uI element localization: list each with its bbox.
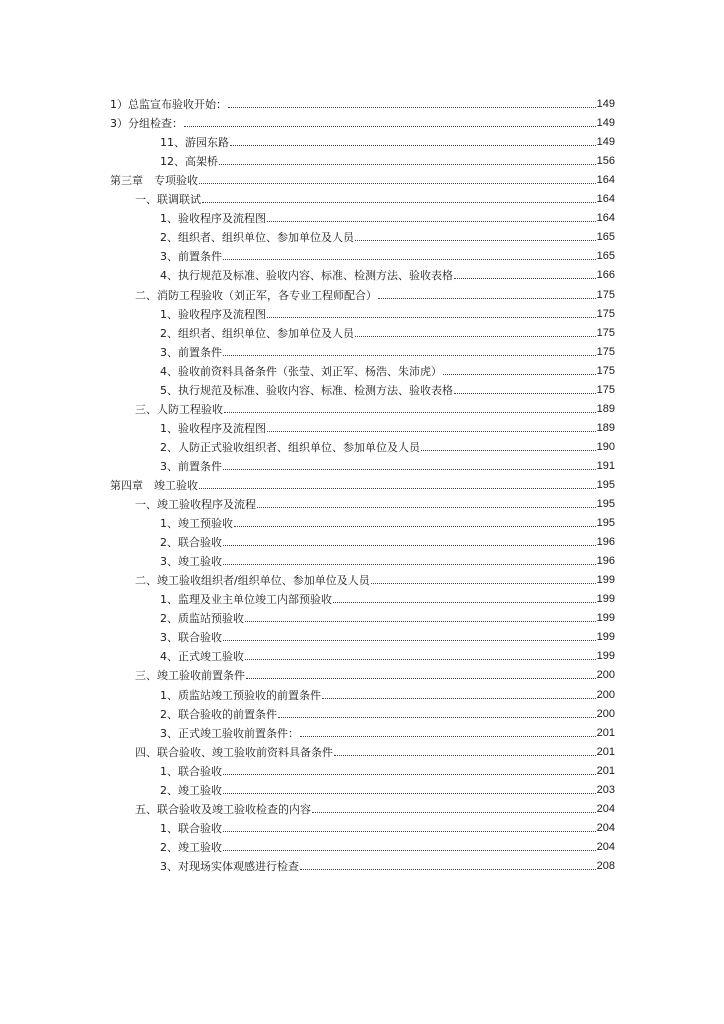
toc-entry-title: 第三章 专项验收 bbox=[110, 174, 198, 188]
toc-entry[interactable] bbox=[0, 644, 724, 663]
table-of-contents bbox=[0, 92, 724, 873]
toc-entry-title: 2、质监站预验收 bbox=[160, 612, 244, 626]
toc-entry-page-number: 196 bbox=[596, 555, 615, 568]
toc-entry-title: 1、监理及业主单位竣工内部预验收 bbox=[160, 593, 332, 607]
dot-leader bbox=[223, 850, 596, 851]
dot-leader bbox=[300, 869, 596, 870]
dot-leader bbox=[333, 602, 596, 603]
toc-entry-page-number: 204 bbox=[596, 802, 615, 815]
toc-entry-title: 第四章 竣工验收 bbox=[110, 478, 198, 492]
toc-entry[interactable] bbox=[0, 568, 724, 587]
toc-entry-page-number: 201 bbox=[596, 745, 615, 758]
dot-leader bbox=[267, 317, 596, 318]
toc-entry[interactable] bbox=[0, 187, 724, 206]
toc-entry[interactable] bbox=[0, 454, 724, 473]
dot-leader bbox=[199, 183, 596, 184]
toc-entry-page-number: 149 bbox=[596, 117, 615, 130]
dot-leader bbox=[224, 412, 596, 413]
toc-entry[interactable] bbox=[0, 435, 724, 454]
toc-entry-page-number: 149 bbox=[596, 98, 615, 111]
dot-leader bbox=[223, 774, 596, 775]
toc-entry[interactable] bbox=[0, 740, 724, 759]
toc-entry-title: 三、竣工验收前置条件 bbox=[135, 669, 245, 683]
toc-entry[interactable] bbox=[0, 130, 724, 149]
dot-leader bbox=[219, 164, 596, 165]
toc-entry-title: 1、验收程序及流程图 bbox=[160, 421, 266, 435]
toc-entry-title: 2、竣工验收 bbox=[160, 783, 222, 797]
dot-leader bbox=[223, 259, 596, 260]
toc-entry[interactable] bbox=[0, 721, 724, 740]
toc-entry[interactable] bbox=[0, 302, 724, 321]
toc-entry-title: 4、执行规范及标准、验收内容、标准、检测方法、验收表格 bbox=[160, 269, 453, 283]
toc-entry-title: 1）总监宣布验收开始： bbox=[110, 98, 227, 112]
toc-entry-title: 3、正式竣工验收前置条件： bbox=[160, 726, 299, 740]
toc-entry-title: 5、执行规范及标准、验收内容、标准、检测方法、验收表格 bbox=[160, 383, 453, 397]
toc-entry-title: 11、游园东路 bbox=[160, 136, 229, 150]
dot-leader bbox=[223, 355, 596, 356]
toc-entry-page-number: 165 bbox=[596, 231, 615, 244]
toc-entry-page-number: 190 bbox=[596, 440, 615, 453]
toc-entry[interactable] bbox=[0, 663, 724, 682]
dot-leader bbox=[223, 640, 596, 641]
toc-entry[interactable] bbox=[0, 835, 724, 854]
dot-leader bbox=[371, 583, 596, 584]
toc-entry[interactable] bbox=[0, 263, 724, 282]
toc-entry-title: 2、组织者、组织单位、参加单位及人员 bbox=[160, 326, 354, 340]
toc-entry[interactable] bbox=[0, 759, 724, 778]
toc-entry-page-number: 199 bbox=[596, 612, 615, 625]
toc-entry[interactable] bbox=[0, 282, 724, 301]
dot-leader bbox=[245, 659, 596, 660]
toc-entry-title: 四、联合验收、竣工验收前资料具备条件 bbox=[135, 745, 333, 759]
toc-entry-title: 一、联调联试 bbox=[135, 193, 201, 207]
toc-entry-title: 3、前置条件 bbox=[160, 345, 222, 359]
toc-entry-page-number: 164 bbox=[596, 212, 615, 225]
toc-entry[interactable] bbox=[0, 149, 724, 168]
toc-entry[interactable] bbox=[0, 206, 724, 225]
toc-entry-title: 3、对现场实体观感进行检查 bbox=[160, 859, 299, 873]
toc-entry-page-number: 175 bbox=[596, 345, 615, 358]
toc-entry-page-number: 195 bbox=[596, 478, 615, 491]
toc-entry-page-number: 201 bbox=[596, 764, 615, 777]
toc-entry[interactable] bbox=[0, 378, 724, 397]
toc-entry-page-number: 196 bbox=[596, 536, 615, 549]
dot-leader bbox=[202, 202, 596, 203]
dot-leader bbox=[223, 469, 596, 470]
toc-entry[interactable] bbox=[0, 225, 724, 244]
dot-leader bbox=[334, 755, 596, 756]
toc-entry-title: 4、验收前资料具备条件（张莹、刘正军、杨浩、朱沛虎） bbox=[160, 364, 442, 378]
toc-entry-page-number: 156 bbox=[596, 155, 615, 168]
toc-entry[interactable] bbox=[0, 397, 724, 416]
toc-entry-page-number: 165 bbox=[596, 250, 615, 263]
toc-entry-title: 1、验收程序及流程图 bbox=[160, 307, 266, 321]
toc-entry-page-number: 164 bbox=[596, 174, 615, 187]
toc-entry-title: 2、联合验收的前置条件 bbox=[160, 707, 277, 721]
toc-entry-title: 三、人防工程验收 bbox=[135, 402, 223, 416]
toc-entry-title: 3）分组检查： bbox=[110, 117, 183, 131]
toc-entry-title: 2、组织者、组织单位、参加单位及人员 bbox=[160, 231, 354, 245]
dot-leader bbox=[245, 621, 596, 622]
toc-entry-title: 2、人防正式验收组织者、组织单位、参加单位及人员 bbox=[160, 440, 420, 454]
toc-entry-page-number: 195 bbox=[596, 498, 615, 511]
toc-entry-title: 3、前置条件 bbox=[160, 459, 222, 473]
toc-entry-page-number: 200 bbox=[596, 707, 615, 720]
toc-entry-page-number: 175 bbox=[596, 288, 615, 301]
toc-entry-page-number: 149 bbox=[596, 136, 615, 149]
toc-entry-title: 一、竣工验收程序及流程 bbox=[135, 498, 256, 512]
toc-entry[interactable] bbox=[0, 797, 724, 816]
toc-entry-title: 3、竣工验收 bbox=[160, 555, 222, 569]
toc-entry-page-number: 164 bbox=[596, 193, 615, 206]
dot-leader bbox=[234, 526, 596, 527]
dot-leader bbox=[223, 545, 596, 546]
toc-entry-page-number: 195 bbox=[596, 517, 615, 530]
toc-entry[interactable] bbox=[0, 549, 724, 568]
toc-entry-title: 2、竣工验收 bbox=[160, 840, 222, 854]
dot-leader bbox=[230, 145, 596, 146]
dot-leader bbox=[454, 278, 596, 279]
toc-entry[interactable] bbox=[0, 854, 724, 873]
dot-leader bbox=[312, 812, 596, 813]
toc-entry[interactable] bbox=[0, 682, 724, 701]
toc-entry[interactable] bbox=[0, 587, 724, 606]
toc-entry-page-number: 175 bbox=[596, 326, 615, 339]
dot-leader bbox=[378, 298, 596, 299]
toc-entry-title: 1、质监站竣工预验收的前置条件 bbox=[160, 688, 321, 702]
toc-entry-page-number: 189 bbox=[596, 421, 615, 434]
toc-entry[interactable] bbox=[0, 816, 724, 835]
toc-entry[interactable] bbox=[0, 625, 724, 644]
toc-entry[interactable] bbox=[0, 111, 724, 130]
toc-entry[interactable] bbox=[0, 359, 724, 378]
toc-entry[interactable] bbox=[0, 92, 724, 111]
toc-entry-title: 12、高架桥 bbox=[160, 155, 218, 169]
toc-entry-page-number: 208 bbox=[596, 859, 615, 872]
toc-entry[interactable] bbox=[0, 778, 724, 797]
toc-entry-page-number: 175 bbox=[596, 364, 615, 377]
toc-entry-title: 1、联合验收 bbox=[160, 821, 222, 835]
dot-leader bbox=[267, 221, 596, 222]
toc-entry-page-number: 200 bbox=[596, 688, 615, 701]
toc-entry-title: 1、联合验收 bbox=[160, 764, 222, 778]
toc-entry[interactable] bbox=[0, 702, 724, 721]
dot-leader bbox=[223, 564, 596, 565]
dot-leader bbox=[199, 488, 596, 489]
toc-entry[interactable] bbox=[0, 511, 724, 530]
toc-entry-page-number: 199 bbox=[596, 593, 615, 606]
toc-entry[interactable] bbox=[0, 473, 724, 492]
toc-entry[interactable] bbox=[0, 168, 724, 187]
dot-leader bbox=[355, 240, 596, 241]
dot-leader bbox=[257, 507, 596, 508]
dot-leader bbox=[267, 431, 596, 432]
toc-entry[interactable] bbox=[0, 606, 724, 625]
toc-entry[interactable] bbox=[0, 416, 724, 435]
toc-entry-page-number: 199 bbox=[596, 574, 615, 587]
toc-entry-page-number: 204 bbox=[596, 840, 615, 853]
toc-entry-title: 二、消防工程验收（刘正军，各专业工程师配合） bbox=[135, 288, 377, 302]
dot-leader bbox=[300, 736, 596, 737]
dot-leader bbox=[443, 374, 596, 375]
toc-entry-page-number: 199 bbox=[596, 650, 615, 663]
dot-leader bbox=[246, 678, 596, 679]
toc-entry-title: 3、联合验收 bbox=[160, 631, 222, 645]
toc-entry-title: 3、前置条件 bbox=[160, 250, 222, 264]
toc-entry-title: 2、联合验收 bbox=[160, 536, 222, 550]
toc-entry-page-number: 201 bbox=[596, 726, 615, 739]
toc-entry-page-number: 203 bbox=[596, 783, 615, 796]
toc-entry-page-number: 200 bbox=[596, 669, 615, 682]
toc-entry-page-number: 199 bbox=[596, 631, 615, 644]
toc-entry[interactable] bbox=[0, 244, 724, 263]
dot-leader bbox=[454, 393, 596, 394]
dot-leader bbox=[223, 793, 596, 794]
dot-leader bbox=[421, 450, 596, 451]
toc-entry-title: 4、正式竣工验收 bbox=[160, 650, 244, 664]
dot-leader bbox=[228, 107, 596, 108]
dot-leader bbox=[278, 717, 596, 718]
toc-entry[interactable] bbox=[0, 530, 724, 549]
toc-entry-title: 五、联合验收及竣工验收检查的内容 bbox=[135, 802, 311, 816]
dot-leader bbox=[322, 698, 596, 699]
dot-leader bbox=[184, 126, 596, 127]
toc-entry-title: 1、竣工预验收 bbox=[160, 517, 233, 531]
toc-entry-page-number: 189 bbox=[596, 402, 615, 415]
toc-entry-page-number: 175 bbox=[596, 307, 615, 320]
dot-leader bbox=[355, 336, 596, 337]
toc-entry-page-number: 204 bbox=[596, 821, 615, 834]
toc-entry-page-number: 175 bbox=[596, 383, 615, 396]
toc-entry-title: 二、竣工验收组织者/组织单位、参加单位及人员 bbox=[135, 574, 370, 588]
toc-entry[interactable] bbox=[0, 340, 724, 359]
toc-entry[interactable] bbox=[0, 492, 724, 511]
toc-entry-page-number: 191 bbox=[596, 459, 615, 472]
toc-entry-title: 1、验收程序及流程图 bbox=[160, 212, 266, 226]
dot-leader bbox=[223, 831, 596, 832]
toc-entry[interactable] bbox=[0, 321, 724, 340]
toc-entry-page-number: 166 bbox=[596, 269, 615, 282]
